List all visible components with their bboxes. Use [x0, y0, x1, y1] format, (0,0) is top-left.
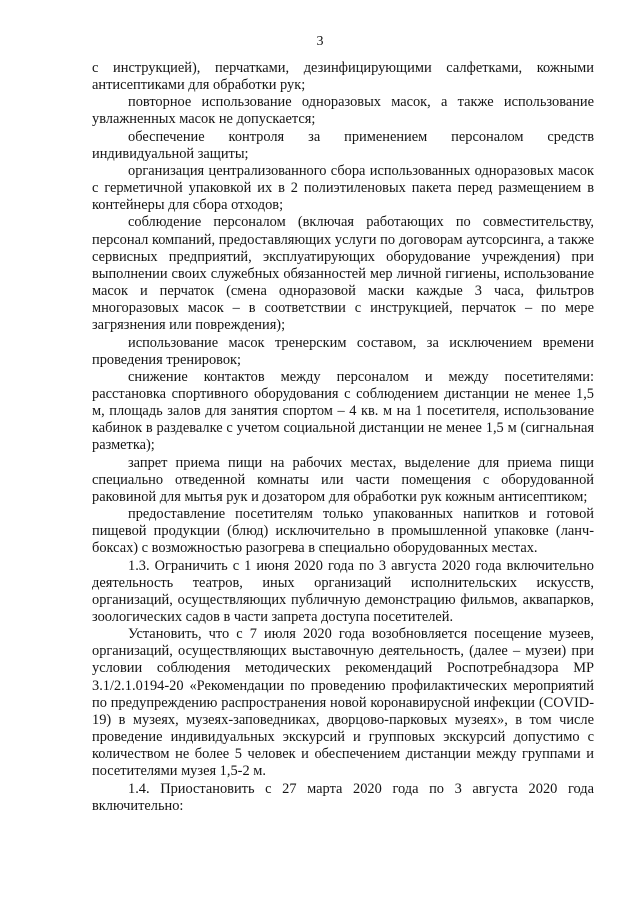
paragraph-continuation-instructions: с инструкцией), перчатками, дезинфицирующими салфетками, кожными антисептиками для обработки рук; — [92, 60, 594, 94]
document-body — [92, 60, 594, 815]
paragraph-eating-ban: запрет приема пищи на рабочих местах, выделение для приема пищи специально отведенной комнаты или части помещения с оборудованной раковиной для мытья рук и дозатором для обработки рук кожным антисептиком; — [92, 454, 594, 505]
paragraph-ppe-control: обеспечение контроля за применением персоналом средств индивидуальной защиты; — [92, 128, 594, 162]
page-number: 3 — [316, 34, 324, 49]
paragraph-staff-hygiene: соблюдение персоналом (включая работающих по совместительству, персонал компаний, предоставляющих услуги по договорам аутсорсинга, а также сервисных предприятий, эксплуатирующих оборудование учреждения) при выполнении своих служебных обязанностей мер личной гигиены, использование масок и перчаток (смена одноразовой маски каждые 3 часа, фильтров многоразовых масок – в соответствии с инструкцией, перчаток – по мере загрязнения или повреждения); — [92, 214, 594, 334]
paragraph-mask-reuse: повторное использование одноразовых масок, а также использование увлажненных масок не допускается; — [92, 94, 594, 128]
paragraph-section-1-3: 1.3. Ограничить с 1 июня 2020 года по 3 августа 2020 года включительно деятельность театров, иных организаций исполнительских искусств, организаций, осуществляющих публичную демонстрацию фильмов, аквапарков, зоологических садов в части запрета доступа посетителей. — [92, 557, 594, 625]
paragraph-contact-reduction: снижение контактов между персоналом и между посетителями: расстановка спортивного оборудования с соблюдением дистанции не менее 1,5 м, площадь залов для занятия спортом – 4 кв. м на 1 посетителя, использование кабинок в раздевалке с учетом социальной дистанции не менее 1,5 м (сигнальная разметка); — [92, 368, 594, 454]
paragraph-packaged-food: предоставление посетителям только упакованных напитков и готовой пищевой продукции (блюд) исключительно в промышленной упаковке (ланч-боксах) с возможностью разогрева в специально оборудованных местах. — [92, 506, 594, 557]
paragraph-mask-collection: организация централизованного сбора использованных одноразовых масок с герметичной упаковкой их в 2 полиэтиленовых пакета перед размещением в контейнеры для сбора отходов; — [92, 162, 594, 214]
paragraph-trainer-masks: использование масок тренерским составом, за исключением времени проведения тренировок; — [92, 334, 594, 368]
paragraph-museums: Установить, что с 7 июля 2020 года возобновляется посещение музеев, организаций, осуществляющих выставочную деятельность, (далее – музеи) при условии соблюдения методических рекомендаций Роспотребнадзора МР 3.1/2.1.0194-20 «Рекомендации по проведению профилактических мероприятий по предупреждению распространения новой коронавирусной инфекции (COVID-19) в музеях, музеях-заповедниках, дворцово-парковых музеях», в том числе проведение индивидуальных экскурсий и групповых экскурсий допустимо с количеством не более 5 человек и обеспечением дистанции между группами и посетителями музея 1,5-2 м. — [92, 626, 594, 780]
paragraph-section-1-4: 1.4. Приостановить с 27 марта 2020 года по 3 августа 2020 года включительно: — [92, 780, 594, 814]
